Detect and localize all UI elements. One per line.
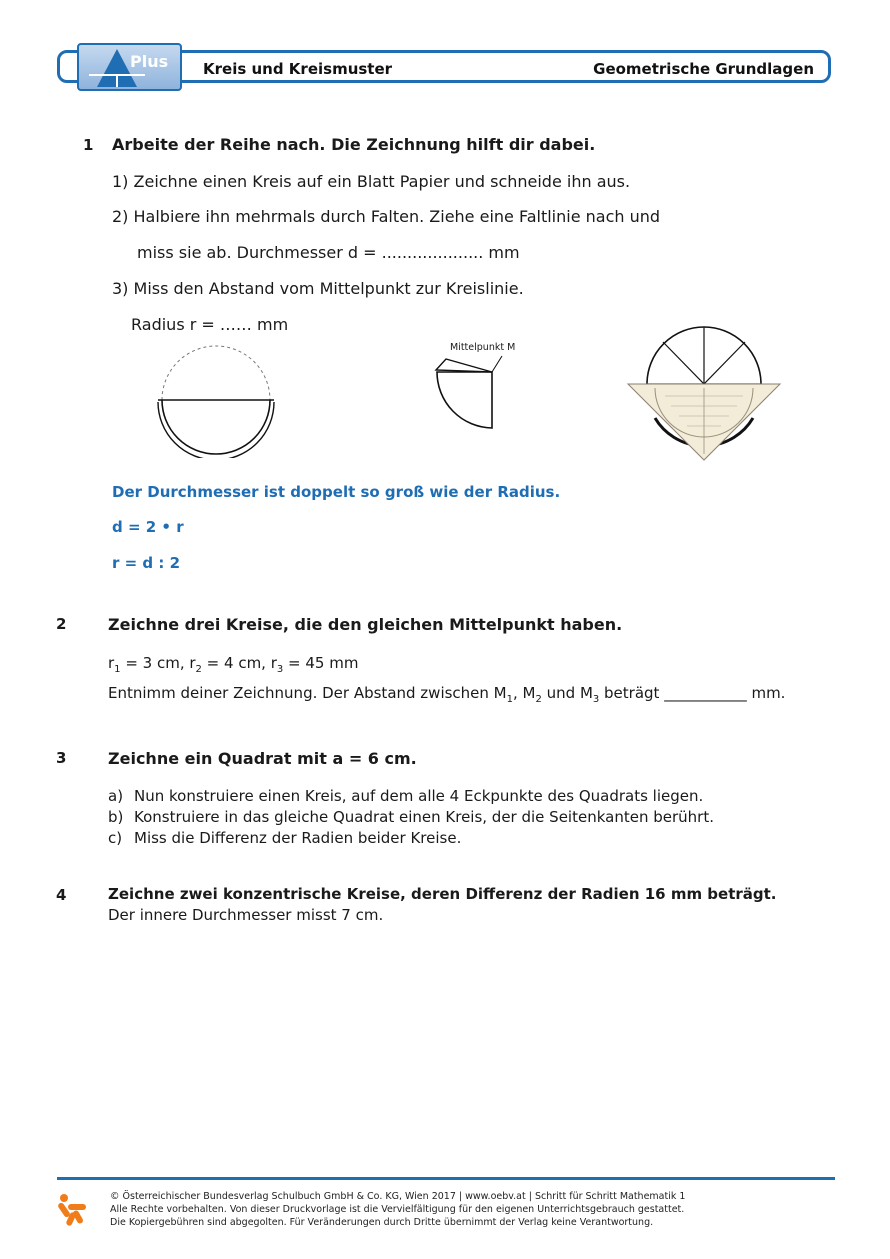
- task1-heading: Arbeite der Reihe nach. Die Zeichnung hilft dir dabei.: [112, 135, 596, 154]
- task2-heading: Zeichne drei Kreise, die den gleichen Mittelpunkt haben.: [108, 615, 623, 634]
- task1-step3: 3) Miss den Abstand vom Mittelpunkt zur Kreislinie.: [112, 279, 524, 298]
- task2-question: Entnimm deiner Zeichnung. Der Abstand zwischen $M_1$, $M_2$ und $M_3$ beträgt ___________ mm.: [108, 684, 786, 705]
- task1-step2a: 2) Halbiere ihn mehrmals durch Falten. Ziehe eine Faltlinie nach und: [112, 207, 661, 226]
- logo-label: Plus: [130, 52, 169, 71]
- task4-text: Der innere Durchmesser misst 7 cm.: [108, 906, 384, 924]
- mittelpunkt-label: Mittelpunkt M: [450, 342, 516, 353]
- task3-number: 3: [56, 749, 67, 767]
- task3-heading: Zeichne ein Quadrat mit a = 6 cm.: [108, 749, 417, 768]
- formula-diameter: d = 2 • r: [112, 518, 184, 536]
- task4-heading: Zeichne zwei konzentrische Kreise, deren Differenz der Radien 16 mm beträgt.: [108, 885, 777, 903]
- publisher-logo-icon: [55, 1192, 91, 1228]
- task1-step2b: miss sie ab. Durchmesser d = .................... mm: [137, 243, 520, 262]
- rule-text: Der Durchmesser ist doppelt so groß wie der Radius.: [112, 483, 561, 501]
- footer-line2: Alle Rechte vorbehalten. Von dieser Druckvorlage ist die Vervielfältigung für den eigenen Unterrichtsgebrauch gestattet.: [110, 1204, 685, 1215]
- task2-radii: $r_1 = 3$ cm, $r_2 = 4$ cm, $r_3 = 45$ mm: [108, 654, 359, 675]
- header-topic: Geometrische Grundlagen: [593, 60, 814, 78]
- task3-item-a-label: a): [108, 787, 124, 805]
- set-square-figure: [625, 326, 785, 466]
- header-title: Kreis und Kreismuster: [203, 60, 393, 78]
- task1-radius: Radius r = …… mm: [131, 315, 289, 334]
- task3-item-b-label: b): [108, 808, 124, 826]
- task3-item-c: Miss die Differenz der Radien beider Kreise.: [134, 829, 462, 847]
- quarter-fold-figure: [430, 350, 510, 435]
- footer-line3: Die Kopiergebühren sind abgegolten. Für Veränderungen durch Dritte übernimmt der Verlag keine Verantwortung.: [110, 1217, 654, 1228]
- task1-number: 1: [83, 136, 94, 154]
- task2-number: 2: [56, 615, 67, 633]
- formula-radius: r = d : 2: [112, 554, 181, 572]
- folded-circle-figure: [150, 338, 280, 458]
- footer-line1: © Österreichischer Bundesverlag Schulbuch GmbH & Co. KG, Wien 2017 | www.oebv.at | Schritt für Schritt Mathematik 1: [110, 1191, 686, 1202]
- task3-item-a: Nun konstruiere einen Kreis, auf dem alle 4 Eckpunkte des Quadrats liegen.: [134, 787, 704, 805]
- footer-divider: [57, 1177, 835, 1180]
- task4-number: 4: [56, 886, 67, 904]
- task1-step1: 1) Zeichne einen Kreis auf ein Blatt Papier und schneide ihn aus.: [112, 172, 631, 191]
- task3-item-c-label: c): [108, 829, 123, 847]
- task3-item-b: Konstruiere in das gleiche Quadrat einen Kreis, der die Seitenkanten berührt.: [134, 808, 714, 826]
